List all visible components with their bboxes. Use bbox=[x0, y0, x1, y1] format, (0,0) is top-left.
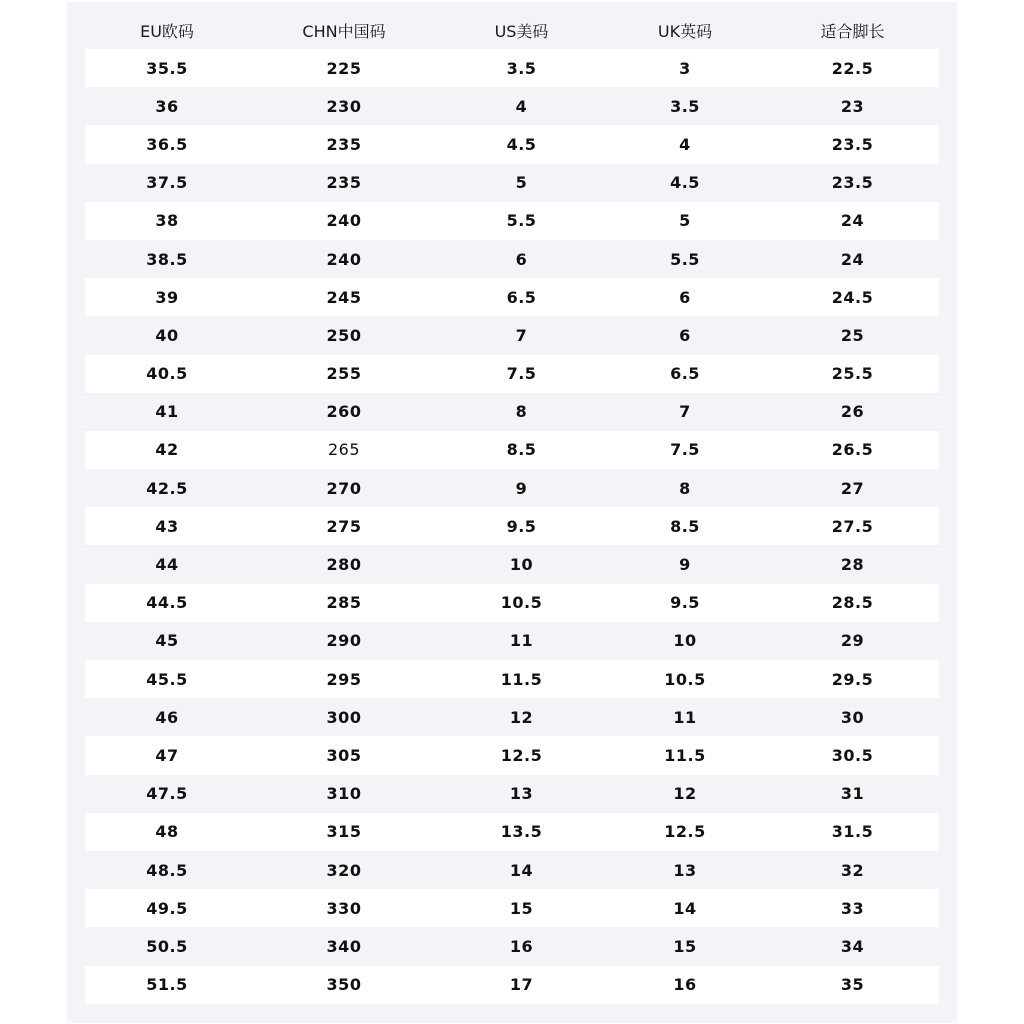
cell-chn-size: 225 bbox=[326, 58, 362, 78]
size-chart-body bbox=[85, 49, 939, 1004]
cell-foot-length: 24 bbox=[840, 211, 865, 231]
cell-us-size: 9.5 bbox=[506, 516, 537, 536]
cell-us-size: 8 bbox=[515, 402, 528, 422]
table-row bbox=[85, 775, 939, 813]
cell-uk-size: 3.5 bbox=[670, 96, 700, 116]
cell-foot-length: 32 bbox=[840, 860, 865, 880]
cell-us-size: 12 bbox=[509, 707, 534, 727]
cell-uk-size: 16 bbox=[673, 975, 697, 995]
cell-us-size: 3.5 bbox=[506, 58, 537, 78]
table-row bbox=[85, 469, 939, 507]
cell-uk-size: 12.5 bbox=[664, 822, 706, 842]
cell-eu-size: 51.5 bbox=[146, 975, 188, 995]
cell-us-size: 14 bbox=[509, 860, 534, 880]
table-row bbox=[85, 202, 939, 240]
cell-us-size: 7 bbox=[515, 325, 528, 345]
cell-foot-length: 27 bbox=[840, 478, 865, 498]
table-row bbox=[85, 966, 939, 1004]
cell-foot-length: 30.5 bbox=[831, 745, 874, 765]
cell-eu-size: 40.5 bbox=[146, 364, 188, 384]
header-chn-size: CHN中国码 bbox=[302, 21, 386, 41]
cell-eu-size: 47.5 bbox=[146, 784, 188, 804]
cell-uk-size: 8.5 bbox=[670, 516, 700, 536]
cell-eu-size: 44.5 bbox=[146, 593, 188, 613]
cell-foot-length: 31.5 bbox=[831, 822, 874, 842]
table-row bbox=[85, 545, 939, 583]
cell-eu-size: 39 bbox=[155, 287, 179, 307]
cell-eu-size: 48.5 bbox=[146, 860, 188, 880]
cell-chn-size: 270 bbox=[326, 478, 362, 498]
cell-foot-length: 24.5 bbox=[831, 287, 874, 307]
cell-chn-size: 295 bbox=[326, 669, 362, 689]
cell-chn-size: 230 bbox=[326, 96, 362, 116]
header-us-size: US美码 bbox=[494, 21, 549, 41]
size-chart-header-row bbox=[85, 10, 939, 50]
cell-eu-size: 38 bbox=[155, 211, 179, 231]
cell-uk-size: 15 bbox=[673, 936, 697, 956]
cell-foot-length: 23 bbox=[840, 96, 865, 116]
cell-foot-length: 26.5 bbox=[831, 440, 874, 460]
cell-chn-size: 245 bbox=[326, 287, 362, 307]
table-row bbox=[85, 125, 939, 163]
header-foot-length: 适合脚长 bbox=[820, 21, 885, 41]
cell-foot-length: 30 bbox=[840, 707, 865, 727]
cell-chn-size: 250 bbox=[326, 325, 362, 345]
cell-uk-size: 12 bbox=[673, 784, 697, 804]
cell-uk-size: 6.5 bbox=[670, 364, 700, 384]
cell-eu-size: 49.5 bbox=[146, 898, 188, 918]
table-row bbox=[85, 240, 939, 278]
table-row bbox=[85, 316, 939, 354]
cell-eu-size: 48 bbox=[155, 822, 179, 842]
cell-foot-length: 25.5 bbox=[831, 364, 874, 384]
table-row bbox=[85, 622, 939, 660]
table-row bbox=[85, 698, 939, 736]
cell-chn-size: 265 bbox=[327, 440, 361, 460]
cell-uk-size: 11 bbox=[673, 707, 697, 727]
cell-eu-size: 38.5 bbox=[146, 249, 188, 269]
cell-eu-size: 36.5 bbox=[146, 134, 188, 154]
cell-eu-size: 45.5 bbox=[146, 669, 188, 689]
cell-chn-size: 260 bbox=[326, 402, 362, 422]
cell-eu-size: 47 bbox=[155, 745, 179, 765]
cell-foot-length: 28.5 bbox=[831, 593, 874, 613]
cell-foot-length: 29.5 bbox=[831, 669, 874, 689]
cell-us-size: 11 bbox=[509, 631, 534, 651]
table-row bbox=[85, 889, 939, 927]
table-row bbox=[85, 431, 939, 469]
cell-chn-size: 350 bbox=[326, 975, 362, 995]
cell-uk-size: 9 bbox=[679, 555, 691, 575]
cell-foot-length: 24 bbox=[840, 249, 865, 269]
cell-uk-size: 4 bbox=[679, 134, 691, 154]
cell-us-size: 13.5 bbox=[500, 822, 543, 842]
cell-eu-size: 40 bbox=[155, 325, 179, 345]
cell-uk-size: 6 bbox=[679, 287, 691, 307]
header-uk-size: UK英码 bbox=[657, 21, 713, 41]
table-row bbox=[85, 507, 939, 545]
table-row bbox=[85, 355, 939, 393]
table-row bbox=[85, 660, 939, 698]
cell-foot-length: 23.5 bbox=[831, 134, 874, 154]
cell-uk-size: 5 bbox=[679, 211, 691, 231]
cell-eu-size: 43 bbox=[155, 516, 179, 536]
cell-eu-size: 44 bbox=[155, 555, 179, 575]
cell-uk-size: 8 bbox=[679, 478, 691, 498]
table-row bbox=[85, 393, 939, 431]
cell-eu-size: 50.5 bbox=[146, 936, 188, 956]
cell-foot-length: 25 bbox=[840, 325, 865, 345]
cell-us-size: 5.5 bbox=[506, 211, 537, 231]
cell-uk-size: 6 bbox=[679, 325, 691, 345]
cell-us-size: 7.5 bbox=[506, 364, 537, 384]
cell-chn-size: 315 bbox=[326, 822, 362, 842]
table-row bbox=[85, 49, 939, 87]
cell-foot-length: 29 bbox=[840, 631, 865, 651]
cell-eu-size: 35.5 bbox=[146, 58, 188, 78]
cell-foot-length: 22.5 bbox=[831, 58, 874, 78]
cell-chn-size: 300 bbox=[326, 707, 362, 727]
cell-uk-size: 14 bbox=[673, 898, 697, 918]
cell-eu-size: 36 bbox=[155, 96, 179, 116]
cell-us-size: 11.5 bbox=[500, 669, 543, 689]
cell-eu-size: 45 bbox=[155, 631, 179, 651]
cell-chn-size: 310 bbox=[326, 784, 362, 804]
table-row bbox=[85, 813, 939, 851]
cell-chn-size: 290 bbox=[326, 631, 362, 651]
cell-uk-size: 3 bbox=[679, 58, 691, 78]
cell-uk-size: 13 bbox=[673, 860, 697, 880]
cell-us-size: 4.5 bbox=[506, 134, 537, 154]
cell-uk-size: 10 bbox=[673, 631, 697, 651]
cell-eu-size: 42 bbox=[155, 440, 179, 460]
cell-chn-size: 305 bbox=[326, 745, 362, 765]
table-row bbox=[85, 278, 939, 316]
cell-us-size: 10.5 bbox=[500, 593, 543, 613]
cell-chn-size: 235 bbox=[326, 173, 362, 193]
cell-us-size: 10 bbox=[509, 555, 534, 575]
cell-eu-size: 41 bbox=[155, 402, 179, 422]
cell-chn-size: 280 bbox=[326, 555, 362, 575]
cell-uk-size: 10.5 bbox=[664, 669, 706, 689]
cell-eu-size: 42.5 bbox=[146, 478, 188, 498]
cell-chn-size: 320 bbox=[326, 860, 362, 880]
cell-eu-size: 37.5 bbox=[146, 173, 188, 193]
table-row bbox=[85, 927, 939, 965]
cell-us-size: 16 bbox=[509, 936, 534, 956]
cell-us-size: 6.5 bbox=[506, 287, 537, 307]
cell-foot-length: 28 bbox=[840, 555, 865, 575]
cell-us-size: 6 bbox=[515, 249, 528, 269]
cell-eu-size: 46 bbox=[155, 707, 179, 727]
cell-foot-length: 34 bbox=[840, 936, 865, 956]
cell-uk-size: 11.5 bbox=[664, 745, 706, 765]
cell-chn-size: 330 bbox=[326, 898, 362, 918]
table-row bbox=[85, 87, 939, 125]
cell-uk-size: 9.5 bbox=[670, 593, 700, 613]
cell-foot-length: 35 bbox=[840, 975, 865, 995]
cell-us-size: 13 bbox=[509, 784, 534, 804]
cell-foot-length: 26 bbox=[840, 402, 865, 422]
cell-us-size: 4 bbox=[515, 96, 528, 116]
cell-us-size: 9 bbox=[515, 478, 528, 498]
table-row bbox=[85, 164, 939, 202]
cell-chn-size: 240 bbox=[326, 211, 362, 231]
cell-us-size: 12.5 bbox=[500, 745, 543, 765]
cell-uk-size: 5.5 bbox=[670, 249, 700, 269]
cell-us-size: 15 bbox=[509, 898, 534, 918]
header-eu-size: EU欧码 bbox=[140, 21, 194, 41]
cell-us-size: 8.5 bbox=[506, 440, 537, 460]
cell-us-size: 17 bbox=[509, 975, 534, 995]
cell-us-size: 5 bbox=[515, 173, 528, 193]
cell-chn-size: 235 bbox=[326, 134, 362, 154]
cell-uk-size: 7 bbox=[679, 402, 691, 422]
cell-foot-length: 33 bbox=[840, 898, 865, 918]
cell-chn-size: 285 bbox=[326, 593, 362, 613]
cell-uk-size: 4.5 bbox=[670, 173, 700, 193]
cell-chn-size: 275 bbox=[326, 516, 362, 536]
cell-foot-length: 31 bbox=[840, 784, 865, 804]
table-row bbox=[85, 851, 939, 889]
cell-uk-size: 7.5 bbox=[670, 440, 700, 460]
table-row bbox=[85, 736, 939, 774]
cell-foot-length: 27.5 bbox=[831, 516, 874, 536]
cell-chn-size: 240 bbox=[326, 249, 362, 269]
cell-chn-size: 255 bbox=[326, 364, 362, 384]
cell-foot-length: 23.5 bbox=[831, 173, 874, 193]
cell-chn-size: 340 bbox=[326, 936, 362, 956]
table-row bbox=[85, 584, 939, 622]
